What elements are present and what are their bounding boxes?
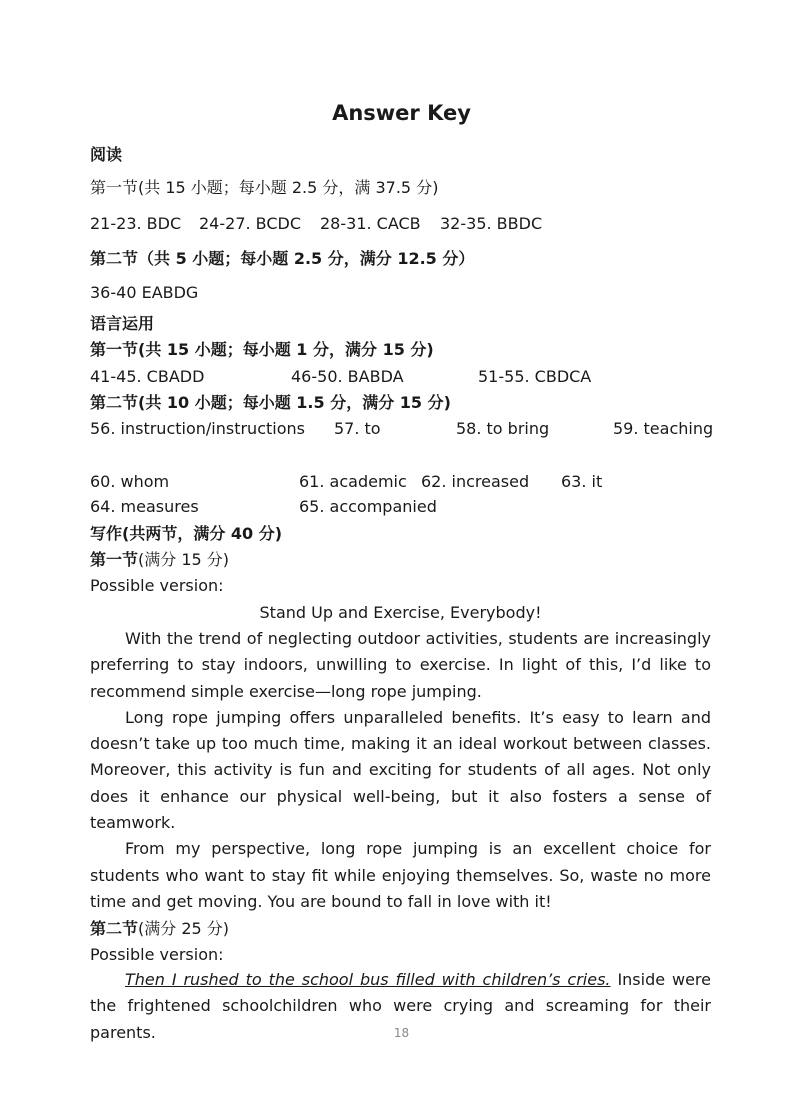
blank-answer-61: 61. academic — [299, 472, 407, 491]
reading-answer-1: 21-23. BDC — [90, 214, 182, 233]
writing-section2-score: (满分 25 分) — [138, 919, 230, 938]
blank-answer-65: 65. accompanied — [299, 497, 437, 516]
possible-version-label-1: Possible version: — [90, 576, 224, 595]
writing-section2-label: 第二节 — [90, 919, 139, 938]
reading-answer-4: 32-35. BBDC — [440, 214, 543, 233]
essay-paragraph-3: From my perspective, long rope jumping is an excellent choice for students who want to stay fit while enjoying themselves. So, waste no more time and get moving. You are bound to fall in love with it! — [90, 839, 711, 911]
story-rest: Inside were the frightened schoolchildren who were crying and screaming for their parents. — [90, 970, 711, 1042]
reading-answer-3: 28-31. CACB — [320, 214, 421, 233]
blank-answer-63: 63. it — [561, 472, 603, 491]
language-answer-1: 41-45. CBADD — [90, 367, 205, 386]
essay-title: Stand Up and Exercise, Everybody! — [259, 603, 542, 622]
page-title: Answer Key — [332, 101, 471, 125]
language-section2-header: 第二节(共 10 小题；每小题 1.5 分，满分 15 分) — [90, 393, 451, 412]
blank-answer-64: 64. measures — [90, 497, 199, 516]
essay-paragraph-1: With the trend of neglecting outdoor activities, students are increasingly preferring to stay indoors, unwilling to exercise. In light of this, I’d like to recommend simple exercise—long rope jumping. — [90, 629, 711, 701]
page-number: 18 — [393, 1026, 410, 1040]
possible-version-label-2: Possible version: — [90, 945, 224, 964]
language-heading: 语言运用 — [90, 314, 155, 333]
reading-answer-2: 24-27. BCDC — [199, 214, 302, 233]
blank-answer-58: 58. to bring — [456, 419, 550, 438]
writing-section1-label: 第一节 — [90, 550, 139, 569]
writing-section2-header — [90, 921, 229, 937]
writing-heading: 写作(共两节，满分 40 分) — [90, 524, 283, 543]
blank-answer-56: 56. instruction/instructions — [90, 419, 305, 438]
reading-heading: 阅读 — [90, 145, 123, 164]
blank-answer-62: 62. increased — [421, 472, 530, 491]
language-section1-header: 第一节(共 15 小题；每小题 1 分，满分 15 分) — [90, 340, 434, 359]
reading-section1-header: 第一节(共 15 小题；每小题 2.5 分，满 37.5 分) — [90, 178, 439, 197]
reading-section2-answer: 36-40 EABDG — [90, 283, 199, 302]
language-answer-3: 51-55. CBDCA — [478, 367, 592, 386]
writing-section1-header — [90, 552, 229, 568]
story-lead-sentence: Then I rushed to the school bus filled with children’s cries. — [125, 970, 611, 989]
blank-answer-59: 59. teaching — [613, 419, 714, 438]
language-answer-2: 46-50. BABDA — [291, 367, 404, 386]
essay-body — [90, 626, 711, 915]
reading-section2-header: 第二节（共 5 小题；每小题 2.5 分，满分 12.5 分） — [90, 249, 475, 268]
blank-answer-57: 57. to — [334, 419, 381, 438]
essay-paragraph-2: Long rope jumping offers unparalleled benefits. It’s easy to learn and doesn’t take up too much time, making it an ideal workout between classes. Moreover, this activity is fun and exciting for students of all ages. Not only does it enhance our physical well-being, but it also fosters a sense of teamwork. — [90, 707, 711, 833]
blank-answer-60: 60. whom — [90, 472, 170, 491]
writing-section1-score: (满分 15 分) — [138, 550, 230, 569]
